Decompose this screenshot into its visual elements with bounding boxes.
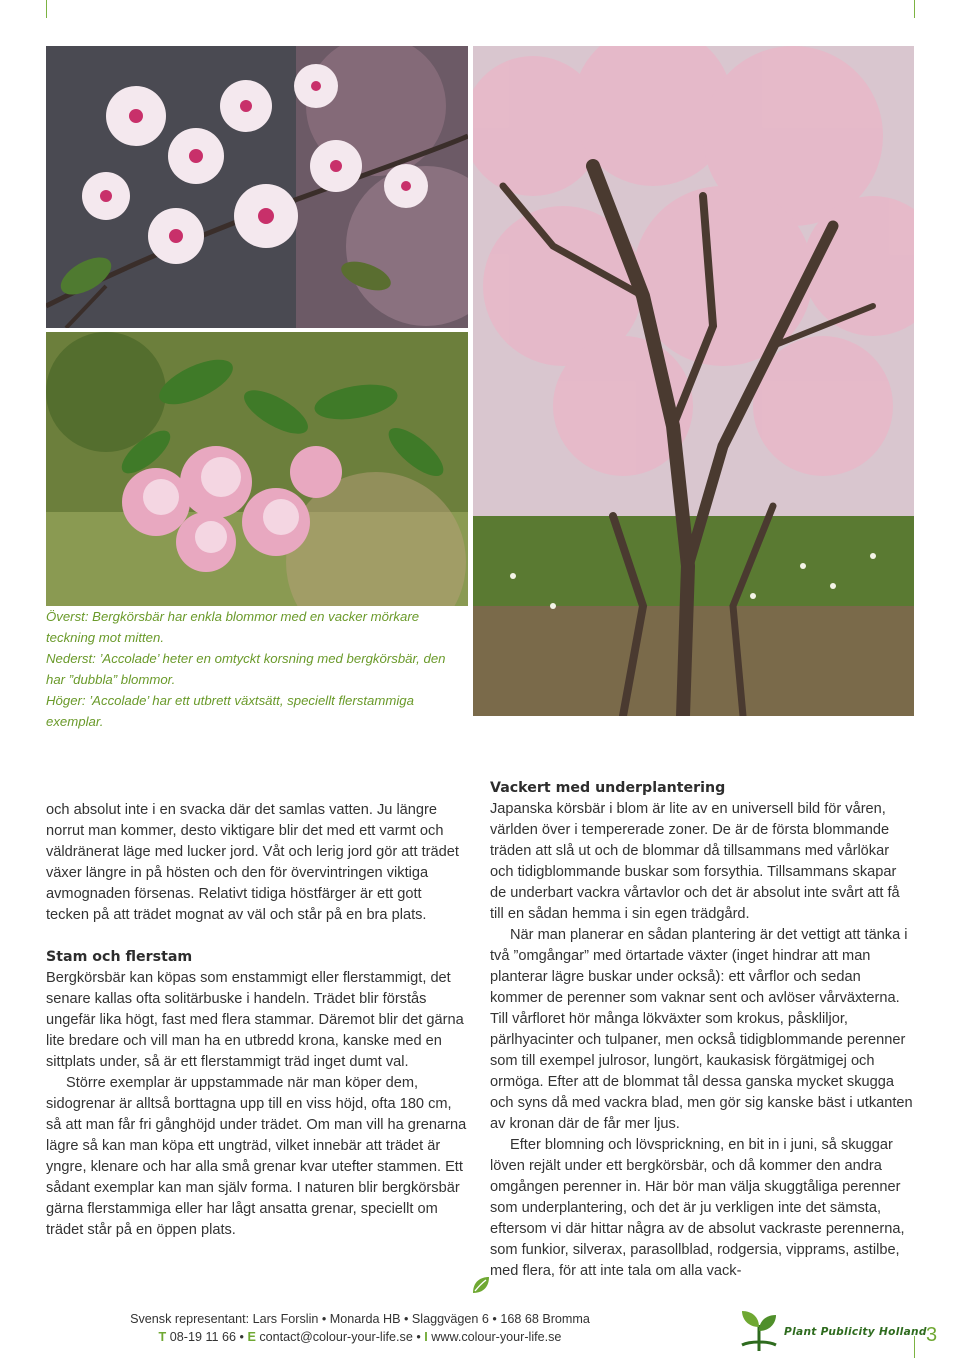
photo-caption [46,606,466,732]
footer-website[interactable]: www.colour-your-life.se [427,1330,562,1344]
phone-label: T [158,1330,167,1344]
right-paragraph-3: Efter blomning och lövsprickning, en bit in i juni, så skuggar löven rejält under ett bergkörsbär, och då kommer den andra omgången perenner in. Här bör man välja skuggtåliga perenner som underplantering, och det är ju verkligen inte det sämsta, eftersom vi där hittar några av de absolut vackraste perennerna, som funkior, silverax, parasollblad, rodgersia, vipprams, astilbe, med flera, för att inte tala om alla vack- [490,1137,905,1279]
web-label: I [424,1330,428,1344]
brand-name: Plant Publicity Holland [784,1326,927,1338]
heading-stam-och-flerstam: Stam och flerstam [46,949,193,965]
right-paragraph-2: När man planerar en sådan plantering är det vettigt att tänka i två ”omgångar” med örtartade växter (inget hindrar att man planterar lägre buskar under också): ett vårflor och sedan kommer de perenner som vaknar sent och avlöser vårväxterna. Till vårfloret hör många lökväxter som krokus, påskliljor, pärlhyacinter och tulpaner, men också tidigblommande perenner som till exempel julrosor, lungört, kaukasisk förgätmigej och ormöga. Efter att de blommat tål dessa ganska mycket skugga och syns då med vackra blad, men gör sig kanske bäst i utkanten av kronan där de får mer ljus. [490,927,913,1132]
footer-contact [0,1310,720,1346]
left-paragraph-1: och absolut inte i en svacka där det samlas vatten. Ju längre norrut man kommer, desto viktigare blir det med ett varmt och väldränerat läge med lucker jord. Våt och lerig jord gör att trädet växer längre in på hösten och den för övervintringen viktiga avmognaden försenas. Relativt tidiga höstfärger är ett gott tecken på att trädet mognat av väl och står på en bra plats. [46,802,459,923]
footer-email[interactable]: contact@colour-your-life.se • [255,1330,425,1344]
caption-line-2: Nederst: ’Accolade’ heter en omtyckt korsning med bergkörsbär, den har ”dubbla” blommor. [46,651,446,687]
right-paragraph-1: Japanska körsbär i blom är lite av en universell bild för våren, världen över i tempererade zoner. De är de första blommande träden att slå ut och de blommar då tillsammans med vårlökar och tidigblommande buskar som forsythia. Tillsammans skapar de underbart vackra vårtavlor och det är absolut inte svårt att få till en sådan hemma i sin egen trädgård. [490,801,900,922]
email-label: E [247,1330,256,1344]
page-number: 3 [926,1324,938,1346]
photo-single-blossoms [46,46,468,328]
right-column [490,778,914,1282]
leaf-icon [470,1274,492,1296]
left-paragraph-2: Bergkörsbär kan köpas som enstammigt eller flerstammigt, det senare kallas ofta solitärbuske i handeln. Trädet blir förstås ungefär lika högt, fast med flera stammar. Däremot blir det gärna lite bredare och vill man ha en utbredd krona, kanske med en sittplats under, så är ett flerstammigt träd inget dumt val. [46,970,464,1070]
caption-line-1: Överst: Bergkörsbär har enkla blommor med en vacker mörkare teckning mot mitten. [46,609,420,645]
footer-phone: 08-19 11 66 • [166,1330,248,1344]
photo-double-blossoms [46,332,468,606]
left-paragraph-3: Större exemplar är uppstammade när man köper dem, sidogrenar är alltså borttagna upp till en viss höjd, ofta 180 cm, så att man får fri gånghöjd under trädet. Om man vill ha grenarna lägre så kan man köpa ett ungträd, vilket innebär att trädet är yngre, klenare och har alla små grenar kvar utefter stammen. Ett sådant exemplar kan man själv forma. I naturen blir bergkörsbär gärna flerstammiga eller har lågt ansatta grenar, speciellt om trädet står på en öppen plats. [46,1075,467,1238]
caption-line-3: Höger: ’Accolade’ har ett utbrett växtsätt, speciellt flerstammiga exemplar. [46,693,414,729]
crop-mark-top-right [914,0,915,18]
heading-vackert-med-underplantering: Vackert med underplantering [490,780,726,796]
footer-address: Svensk representant: Lars Forslin • Monarda HB • Slaggvägen 6 • 168 68 Bromma [130,1312,590,1326]
left-column [46,800,468,1241]
crop-mark-bottom-right [914,1336,915,1358]
sprout-logo-icon [736,1305,782,1353]
crop-mark-top-left [46,0,47,18]
footer-contact-line [0,1328,720,1346]
photo-accolade-tree [473,46,914,716]
